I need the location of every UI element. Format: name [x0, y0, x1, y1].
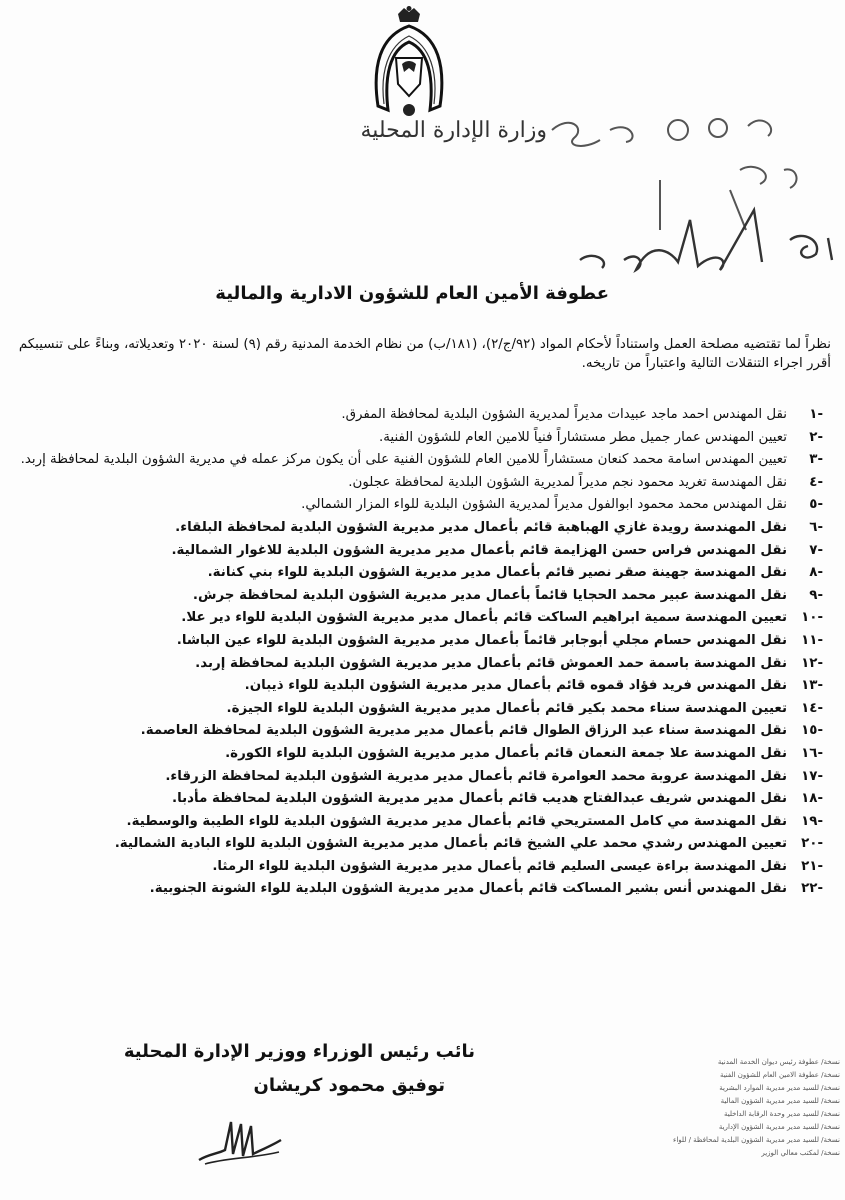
item-number: -١٨	[801, 791, 823, 807]
item-number: -١	[809, 407, 823, 422]
item-text: نقل المهندس حسام مجلي أبوجابر قائماً بأعمال مدير مديرية الشؤون البلدية للواء عين الباشا.	[176, 632, 787, 648]
item-number: -٢	[809, 429, 823, 445]
list-item	[13, 427, 823, 450]
copy-recipient: نسخة/ للسيد مدير وحدة الرقابة الداخلية	[723, 1110, 840, 1118]
list-item	[13, 404, 823, 427]
item-text: نقل المهندسة عبير محمد الحجايا قائماً بأعمال مدير مديرية الشؤون البلدية لمحافظة جرش.	[192, 587, 787, 603]
item-text: تعيين المهندس اسامة محمد كنعان مستشاراً للامين العام للشؤون الفنية على أن يكون مركز عمله في مديرية الشؤون البلدية لمحافظة إربد.	[20, 452, 787, 468]
item-text: نقل المهندسة تغريد محمود نجم مديراً لمديرية الشؤون البلدية لمحافظة عجلون.	[348, 474, 787, 490]
item-number: -١٣	[801, 678, 823, 694]
item-text: نقل المهندسة رويدة غازي الهباهبة قائم بأعمال مدير مديرية الشؤون البلدية لمحافظة البلقاء.	[175, 519, 787, 535]
coat-of-arms-emblem	[370, 6, 448, 118]
item-number: -١٤	[801, 700, 823, 716]
copy-recipient: نسخة/ لمكتب معالي الوزير	[761, 1149, 840, 1157]
list-item	[13, 675, 823, 698]
list-item	[13, 472, 823, 495]
item-text: تعيين المهندسة سمية ابراهيم الساكت قائم بأعمال مدير مديرية الشؤون البلدية للواء دير علا.	[181, 610, 787, 626]
item-text: نقل المهندسة علا جمعة النعمان قائم بأعمال مدير مديرية الشؤون البلدية للواء الكورة.	[225, 745, 787, 761]
list-item	[13, 630, 823, 653]
signatory-name: توفيق محمود كريشان	[253, 1075, 445, 1096]
copy-recipient: نسخة/ عطوفة الامين العام للشؤون الفنية	[719, 1071, 840, 1079]
list-item	[13, 720, 823, 743]
item-text: تعيين المهندس رشدي محمد علي الشيخ قائم بأعمال مدير مديرية الشؤون البلدية للواء البادية الشمالية.	[114, 836, 787, 852]
item-text: نقل المهندسة براءة عيسى السليم قائم بأعمال مدير مديرية الشؤون البلدية للواء الرمثا.	[212, 858, 787, 874]
item-number: -١٥	[801, 723, 823, 739]
list-item	[13, 766, 823, 789]
item-number: -٥	[809, 497, 823, 513]
item-text: نقل المهندسة باسمة حمد العموش قائم بأعمال مدير مديرية الشؤون البلدية لمحافظة إربد.	[195, 655, 787, 671]
item-text: تعيين المهندسة سناء محمد بكير قائم بأعمال مدير مديرية الشؤون البلدية للواء الجيزة.	[226, 700, 787, 716]
copies-distribution-list	[600, 1056, 840, 1160]
item-text: نقل المهندس محمد محمود ابوالفول مديراً لمديرية الشؤون البلدية للواء المزار الشمالي.	[301, 497, 787, 513]
handwritten-signature	[195, 1110, 285, 1170]
handwritten-date-note	[540, 100, 840, 280]
item-number: -٣	[809, 452, 823, 468]
signature-block	[124, 1035, 475, 1103]
list-item	[13, 878, 823, 901]
list-item	[13, 856, 823, 879]
item-text: نقل المهندسة جهينة صقر نصير قائم بأعمال مدير مديرية الشؤون البلدية للواء بني كنانة.	[207, 565, 787, 581]
item-number: -٢١	[801, 858, 823, 874]
subject-heading: عطوفة الأمين العام للشؤون الادارية والمالية	[215, 283, 609, 304]
list-item	[13, 585, 823, 608]
list-item	[13, 494, 823, 517]
item-number: -٢٠	[801, 836, 823, 852]
list-item	[13, 449, 823, 472]
item-number: -١٢	[801, 655, 823, 671]
item-text: نقل المهندسة سناء عبد الرزاق الطوال قائم بأعمال مدير مديرية الشؤون البلدية لمحافظة العاصمة.	[140, 723, 787, 739]
item-number: -١١	[801, 632, 823, 648]
list-item	[13, 698, 823, 721]
item-text: نقل المهندس فراس حسن الهزايمة قائم بأعمال مدير مديرية الشؤون البلدية للاغوار الشمالية.	[171, 542, 787, 558]
copy-recipient: نسخة/ عطوفة رئيس ديوان الخدمة المدنية	[717, 1058, 840, 1066]
list-item	[13, 540, 823, 563]
list-item	[13, 562, 823, 585]
list-item	[13, 743, 823, 766]
copy-recipient: نسخة/ للسيد مدير مديرية الموارد البشرية	[719, 1084, 840, 1092]
item-number: -٩	[809, 587, 823, 603]
item-text: نقل المهندس شريف عبدالفتاح هديب قائم بأعمال مدير مديرية الشؤون البلدية لمحافظة مأدبا.	[172, 791, 787, 807]
item-number: -١٦	[801, 745, 823, 761]
list-item	[13, 811, 823, 834]
item-text: تعيين المهندس عمار جميل مطر مستشاراً فنياً للامين العام للشؤون الفنية.	[379, 429, 787, 445]
list-item	[13, 517, 823, 540]
copy-recipient: نسخة/ للسيد مدير مديرية الشؤون المالية	[720, 1097, 840, 1105]
list-item	[13, 833, 823, 856]
item-text: نقل المهندس فريد فؤاد قموه قائم بأعمال مدير مديرية الشؤون البلدية للواء ذيبان.	[244, 678, 787, 694]
ministry-letterhead: وزارة الإدارة المحلية	[360, 118, 547, 143]
item-number: -١٠	[801, 610, 823, 626]
item-number: -١٩	[801, 813, 823, 829]
transfers-list	[13, 404, 823, 901]
item-text: نقل المهندس أنس بشير المساكت قائم بأعمال مدير مديرية الشؤون البلدية للواء الشونة الجنوبية.	[149, 881, 787, 897]
item-text: نقل المهندسة مي كامل المستريحي قائم بأعمال مدير مديرية الشؤون البلدية للواء الطيبة والوسطية.	[126, 813, 787, 829]
signatory-title: نائب رئيس الوزراء ووزير الإدارة المحلية	[123, 1041, 475, 1062]
item-number: -٧	[809, 542, 823, 558]
item-text: نقل المهندس احمد ماجد عبيدات مديراً لمديرية الشؤون البلدية لمحافظة المفرق.	[341, 407, 787, 422]
item-number: -٤	[809, 474, 823, 490]
copy-recipient: نسخة/ للسيد مدير مديرية الشؤون البلدية لمحافظة / للواء	[673, 1136, 840, 1144]
item-number: -٨	[809, 565, 823, 581]
list-item	[13, 653, 823, 676]
item-number: -١٧	[801, 768, 823, 784]
intro-paragraph: نظراً لما تقتضيه مصلحة العمل واستناداً لأحكام المواد (٩٢/ج/٢)، (١٨١/ب) من نظام الخدمة المدنية رقم (٩) لسنة ٢٠٢٠ وتعديلاته، وبناءً على تنسيبكم أقرر اجراء التنقلات التالية واعتباراً من تاريخه.	[18, 337, 831, 371]
copy-recipient: نسخة/ للسيد مدير مديرية الشؤون الإدارية	[718, 1123, 840, 1131]
list-item	[13, 788, 823, 811]
item-number: -٦	[809, 519, 823, 535]
item-text: نقل المهندسة عروبة محمد العوامرة قائم بأعمال مدير مديرية الشؤون البلدية لمحافظة الزرقاء.	[165, 768, 787, 784]
item-number: -٢٢	[801, 881, 823, 897]
list-item	[13, 607, 823, 630]
